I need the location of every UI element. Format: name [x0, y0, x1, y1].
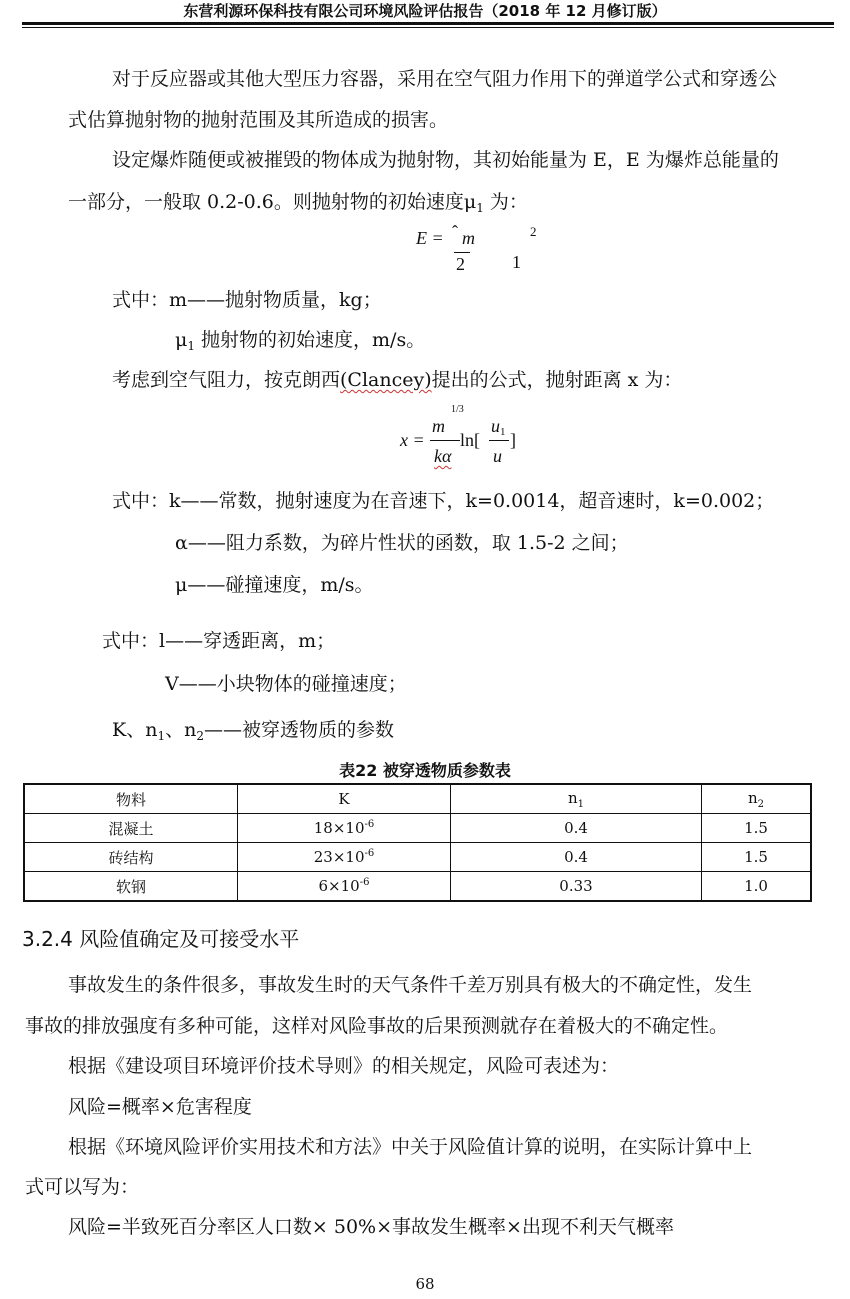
section-title: 风险值确定及可接受水平	[79, 927, 300, 951]
table-caption: 表22 被穿透物质参数表	[339, 761, 511, 780]
k-cell	[238, 814, 451, 843]
formula-num: m	[432, 416, 445, 436]
formula-lhs: E =	[416, 228, 444, 248]
paragraph-line: 式可以写为：	[25, 1176, 140, 1198]
paragraph-line	[112, 368, 682, 393]
text-run: μ	[175, 329, 188, 351]
section-number: 3.2.4	[22, 927, 73, 951]
subscript: 1	[187, 339, 195, 353]
formula-exp: 2	[530, 224, 537, 239]
formula-u1	[491, 416, 506, 438]
text-run: 抛射物的初始速度，m/s。	[195, 329, 426, 351]
formula-den: 2	[456, 254, 465, 274]
n2-cell: 1.0	[702, 872, 812, 902]
formula-close: ]	[510, 430, 516, 450]
page-number: 68	[415, 1275, 435, 1293]
header-subscript: 1	[577, 798, 585, 810]
k-cell	[238, 843, 451, 872]
paragraph-line	[175, 328, 425, 359]
paragraph-line: α——阻力系数，为碎片性状的函数，取 1.5-2 之间；	[175, 532, 629, 554]
paragraph-line: 事故的排放强度有多种可能，这样对风险事故的后果预测就存在着极大的不确定性。	[25, 1015, 729, 1037]
column-header: K	[238, 784, 451, 814]
k-exp: -6	[364, 848, 375, 859]
k-base: 18×10	[313, 819, 365, 837]
formula-ln: ln[	[460, 430, 480, 450]
formula-den: kα	[434, 446, 452, 466]
formula-distance	[400, 404, 540, 474]
paragraph-line: 根据《环境风险评价实用技术和方法》中关于风险值计算的说明，在实际计算中上	[68, 1136, 753, 1158]
table-row	[24, 814, 811, 843]
text-run: 、n	[165, 719, 197, 741]
n1-cell: 0.4	[451, 814, 702, 843]
k-base: 6×10	[318, 877, 360, 895]
paragraph-line: 式中：m——抛射物质量，kg；	[112, 289, 382, 311]
formula-exp: 1/3	[451, 404, 464, 415]
formula-m: m	[462, 228, 475, 248]
table-header-row	[24, 784, 811, 814]
formula-bar	[489, 440, 509, 441]
formula-bar	[454, 252, 470, 253]
paragraph-line: 式估算抛射物的抛射范围及其所造成的损害。	[68, 109, 449, 131]
formula-uden: u	[493, 446, 502, 466]
material-cell: 混凝土	[24, 814, 238, 843]
material-cell: 软钢	[24, 872, 238, 902]
table-row	[24, 843, 811, 872]
k-exp: -6	[364, 819, 375, 830]
page-header: 东营利源环保科技有限公司环境风险评估报告（2018 年 12 月修订版）	[183, 2, 667, 20]
parameter-table	[23, 783, 812, 902]
formula-bar	[430, 440, 460, 441]
column-header: 物料	[24, 784, 238, 814]
column-header: $n_1$	[451, 784, 702, 814]
paragraph-line: μ——碰撞速度，m/s。	[175, 574, 374, 596]
formula-one: 1	[512, 252, 521, 272]
k-cell	[238, 872, 451, 902]
formula-lhs: x =	[400, 430, 425, 450]
n1-cell: 0.33	[451, 872, 702, 902]
column-header: $n_2$	[702, 784, 812, 814]
clancey-name: (Clancey)	[340, 369, 432, 391]
formula-energy	[416, 224, 556, 276]
paragraph-line: 设定爆炸随便或被摧毁的物体成为抛射物，其初始能量为 E，E 为爆炸总能量的	[112, 149, 779, 171]
formula-u-sub: 1	[500, 426, 506, 438]
subscript: 2	[196, 729, 204, 743]
text-run: ——被穿透物质的参数	[203, 719, 394, 741]
paragraph-line: 事故发生的条件很多，事故发生时的天气条件千差万别具有极大的不确定性，发生	[68, 974, 753, 996]
material-cell: 砖结构	[24, 843, 238, 872]
formula-hat: ˆ	[452, 222, 458, 242]
n2-cell: 1.5	[702, 814, 812, 843]
paragraph-line: 风险=概率×危害程度	[68, 1096, 252, 1118]
text-run: 一部分，一般取 0.2-0.6。则抛射物的初始速度μ	[68, 191, 477, 213]
formula-u: u	[491, 416, 500, 436]
k-exp: -6	[359, 877, 370, 888]
text-run: 考虑到空气阻力，按克朗西	[112, 369, 341, 391]
paragraph-line: V——小块物体的碰撞速度；	[165, 673, 407, 695]
paragraph-line	[112, 718, 394, 749]
header-rule-thin	[22, 27, 834, 28]
n1-cell: 0.4	[451, 843, 702, 872]
subscript: 1	[476, 201, 484, 215]
paragraph-line: 风险=半致死百分率区人口数× 50%×事故发生概率×出现不利天气概率	[68, 1216, 674, 1238]
k-base: 23×10	[313, 848, 365, 866]
paragraph-line: 式中：l——穿透距离，m；	[102, 630, 336, 652]
paragraph-line: 式中：k——常数，抛射速度为在音速下，k=0.0014，超音速时，k=0.002；	[112, 490, 775, 512]
n2-cell: 1.5	[702, 843, 812, 872]
subscript: 1	[157, 729, 166, 743]
text-run: K、n	[112, 719, 158, 741]
paragraph-line	[68, 190, 528, 221]
paragraph-line: 对于反应器或其他大型压力容器，采用在空气阻力作用下的弹道学公式和穿透公	[112, 68, 778, 90]
table-row	[24, 872, 811, 902]
text-run: 为：	[483, 191, 528, 213]
paragraph-line: 根据《建设项目环境评价技术导则》的相关规定，风险可表述为：	[68, 1055, 620, 1077]
header-rule-thick	[22, 22, 834, 25]
section-heading	[22, 923, 299, 952]
text-run: 提出的公式，抛射距离 x 为：	[431, 369, 683, 391]
header-subscript: 2	[757, 798, 765, 810]
